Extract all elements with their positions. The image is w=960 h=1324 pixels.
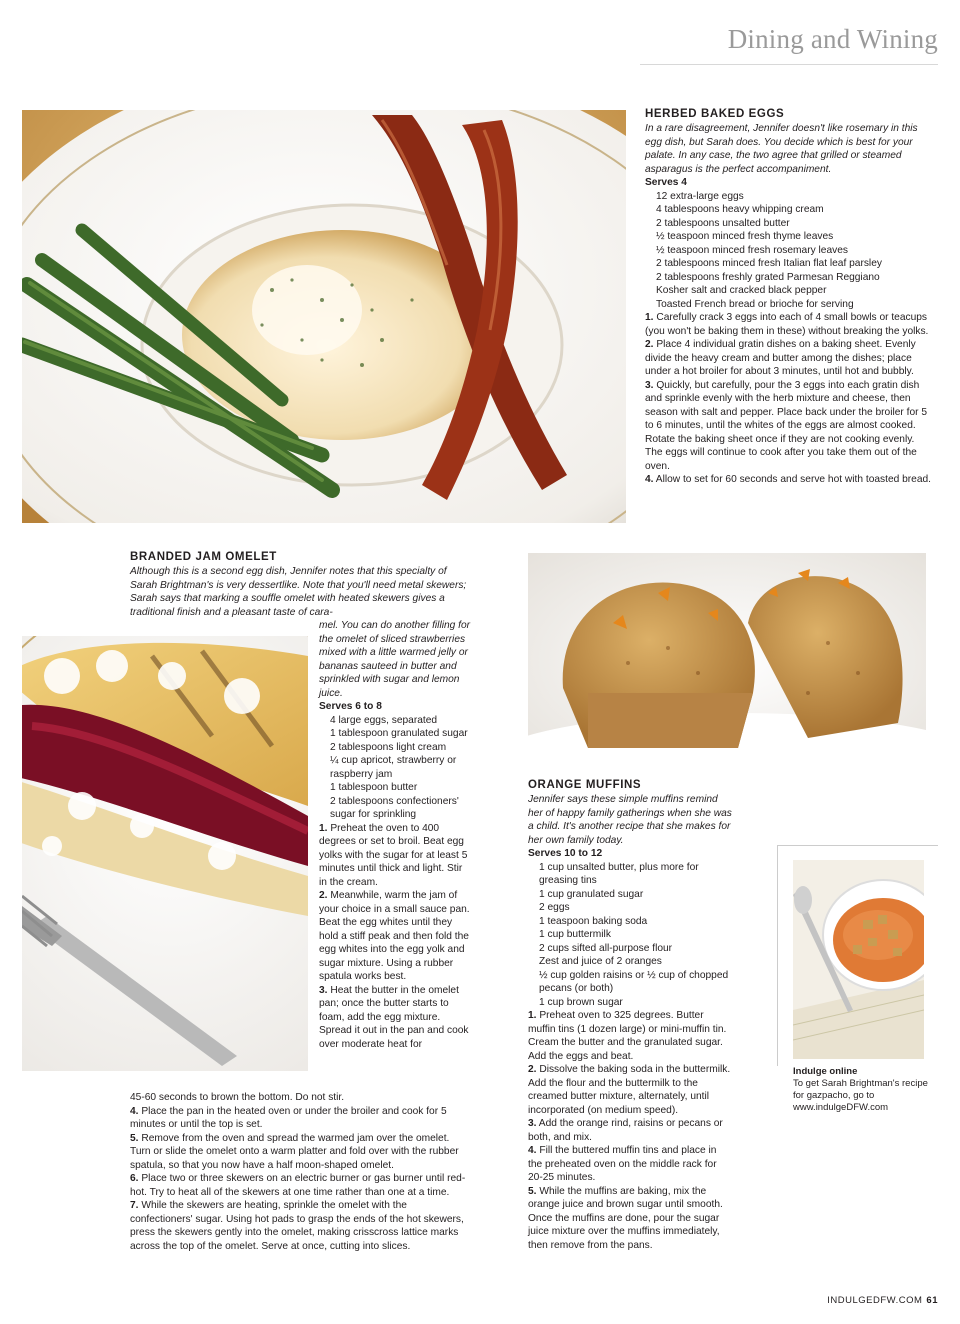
recipe-intro: In a rare disagreement, Jennifer doesn't like rosemary in this egg dish, but Sarah does. You decide which is best for your palate. In any case, the two agree that grilled or steamed asparagus is the perfect accompaniment. <box>645 123 918 175</box>
recipe-orange-muffins <box>528 779 732 1252</box>
recipe-step: 1. Preheat the oven to 400 degrees or set to broil. Beat egg yolks with the sugar for at least 5 minutes until thick and light. Stir in the cream. <box>319 822 468 888</box>
ingredient-item: 4 tablespoons heavy whipping cream <box>656 204 824 215</box>
ingredient-item: 1 tablespoon granulated sugar <box>330 728 468 739</box>
recipe-intro: Jennifer says these simple muffins remind her of happy family gatherings when she was a child. It's another recipe that she makes for her own family today. <box>528 794 732 846</box>
gazpacho-photo <box>793 860 924 1059</box>
ingredient-item: 1 cup unsalted butter, plus more for greasing tins <box>539 861 699 886</box>
recipe-step: 5. Remove from the oven and spread the warmed jam over the omelet. Turn or slide the omelet onto a warm platter and fold over with the rubber spatula, so that you now have a half moon-shaped omelet. <box>130 1132 459 1171</box>
recipe-step: 4. Place the pan in the heated oven or under the broiler and cook for 5 minutes or until the top is set. <box>130 1105 447 1130</box>
eggs-photo <box>22 110 626 523</box>
omelet-narrow-column <box>319 619 471 1051</box>
ingredient-item: 2 eggs <box>539 902 570 913</box>
recipe-step: 4. Fill the buttered muffin tins and place in the preheated oven on the middle rack for 20-25 minutes. <box>528 1145 717 1183</box>
recipe-step: 3. Quickly, but carefully, pour the 3 eggs into each gratin dish and sprinkle evenly with the herb mixture and cheese, then season with salt and pepper. Place back under the broiler for 5 to 6 minutes, until the whites of the eggs are almost cooked. Rotate the baking sheet once if they are not cooking evenly. The eggs will continue to cook after you take them out of the oven. <box>645 379 928 472</box>
ingredient-item: ½ teaspoon minced fresh rosemary leaves <box>656 244 848 256</box>
ingredient-item: ½ teaspoon minced fresh thyme leaves <box>656 231 834 242</box>
ingredient-item: 1 tablespoon butter <box>330 782 418 793</box>
recipe-step: 2. Meanwhile, warm the jam of your choice in a small sauce pan. Beat the egg whites until they hold a stiff peak and then fold the egg whites into the egg yolk and sugar mixture. Using a rubber spatula works best. <box>319 890 470 982</box>
ingredient-list <box>319 714 471 822</box>
recipe-intro: Although this is a second egg dish, Jennifer notes that this specialty of Sarah Brightman's is very dessertlike. Note that you'll need metal skewers; Sarah says that marking a souffle omelet with heated skewers gives a traditional finish and a pleasant taste of cara- <box>130 566 467 618</box>
ingredient-item: 1 cup buttermilk <box>539 929 611 940</box>
recipe-title: ORANGE MUFFINS <box>528 779 642 791</box>
recipe-title: HERBED BAKED EGGS <box>645 108 785 120</box>
ingredient-item: 2 tablespoons unsalted butter <box>656 217 790 229</box>
recipe-step: 5. While the muffins are baking, mix the orange juice and brown sugar until smooth. Once the muffins are done, pour the sugar juice mixture over the muffins immediately, then remove from the pans. <box>528 1185 723 1251</box>
indulge-title: Indulge online <box>793 1066 858 1077</box>
omelet-wide-steps <box>130 1091 470 1253</box>
ingredient-list <box>645 190 932 312</box>
ingredient-item: Toasted French bread or brioche for serving <box>656 298 854 310</box>
recipe-step: 4. Allow to set for 60 seconds and serve hot with toasted bread. <box>645 474 932 485</box>
ingredient-item: 2 tablespoons minced fresh Italian flat leaf parsley <box>656 258 882 269</box>
recipe-step: 3. Add the orange rind, raisins or pecans or both, and mix. <box>528 1118 723 1143</box>
page-footer <box>827 1295 938 1306</box>
indulge-link[interactable]: www.indulgeDFW.com <box>793 1102 889 1113</box>
ingredient-item: 12 extra-large eggs <box>656 190 744 202</box>
recipe-step: 2. Place 4 individual gratin dishes on a baking sheet. Evenly divide the heavy cream and butter among the dishes; place under a hot broiler for about 3 minutes, until hot and bubbly. <box>645 339 916 377</box>
ingredient-item: 2 cups sifted all-purpose flour <box>539 942 673 954</box>
recipe-serves: Serves 10 to 12 <box>528 848 603 859</box>
ingredient-item: ½ cup golden raisins or ½ cup of chopped pecans (or both) <box>539 969 729 994</box>
ingredient-item: 1 cup brown sugar <box>539 996 623 1008</box>
recipe-branded-jam-omelet <box>130 551 470 619</box>
ingredient-item: 2 tablespoons light cream <box>330 741 447 753</box>
recipe-step: 7. While the skewers are heating, sprinkle the omelet with the confectioners' sugar. Using hot pads to grasp the ends of the hot skewers, press the skewers gently into the omelet, making crisscross lattice marks across the top of the omelet. Serve at once, cutting into slices. <box>130 1200 464 1252</box>
recipe-step: 6. Place two or three skewers on an electric burner or gas burner until red-hot. Try to heat all of the skewers at one time rather than one at a time. <box>130 1173 466 1198</box>
muffins-photo <box>528 553 926 768</box>
indulge-text: To get Sarah Brightman's recipe for gazpacho, go to <box>793 1078 928 1101</box>
section-title: Dining and Wining <box>727 24 938 54</box>
page-number: 61 <box>926 1295 938 1306</box>
recipe-serves: Serves 6 to 8 <box>319 701 382 712</box>
ingredient-item: 1 cup granulated sugar <box>539 888 644 900</box>
header-rule <box>640 64 938 65</box>
recipe-serves: Serves 4 <box>645 177 687 188</box>
recipe-herbed-baked-eggs <box>645 108 932 487</box>
recipe-step: 1. Carefully crack 3 eggs into each of 4 small bowls or teacups (you won't be baking them in these) without breaking the yolks. <box>645 312 929 337</box>
footer-site: INDULGEDFW.COM <box>827 1295 923 1306</box>
ingredient-item: 2 tablespoons freshly grated Parmesan Reggiano <box>656 271 880 283</box>
recipe-title: BRANDED JAM OMELET <box>130 551 277 563</box>
ingredient-item: ¼ cup apricot, strawberry or raspberry jam <box>330 755 457 780</box>
omelet-photo <box>22 636 308 1071</box>
recipe-step: 1. Preheat oven to 325 degrees. Butter muffin tins (1 dozen large) or mini-muffin tin. Cream the butter and the granulated sugar. Add the eggs and beat. <box>528 1010 727 1062</box>
ingredient-item: 4 large eggs, separated <box>330 714 438 726</box>
ingredient-item: 2 tablespoons confectioners' sugar for sprinkling <box>330 795 459 820</box>
recipe-intro-continued: mel. You can do another filling for the omelet of sliced strawberries mixed with a little warmed jelly or bananas sauteed in butter and sprinkled with sugar and lemon juice. <box>319 620 471 699</box>
ingredient-item: Kosher salt and cracked black pepper <box>656 285 827 296</box>
ingredient-list <box>528 861 732 1010</box>
ingredient-item: 1 teaspoon baking soda <box>539 915 648 927</box>
recipe-step-continued: 45-60 seconds to brown the bottom. Do not stir. <box>130 1092 345 1103</box>
recipe-step: 2. Dissolve the baking soda in the buttermilk. Add the flour and the buttermilk to the creamed butter mixture, alternately, until incorporated (on medium speed). <box>528 1064 731 1116</box>
recipe-step: 3. Heat the butter in the omelet pan; once the butter starts to foam, add the egg mixture. Spread it out in the pan and cook over moderate heat for <box>319 984 469 1050</box>
indulge-online-note <box>793 1066 933 1114</box>
ingredient-item: Zest and juice of 2 oranges <box>539 956 662 967</box>
